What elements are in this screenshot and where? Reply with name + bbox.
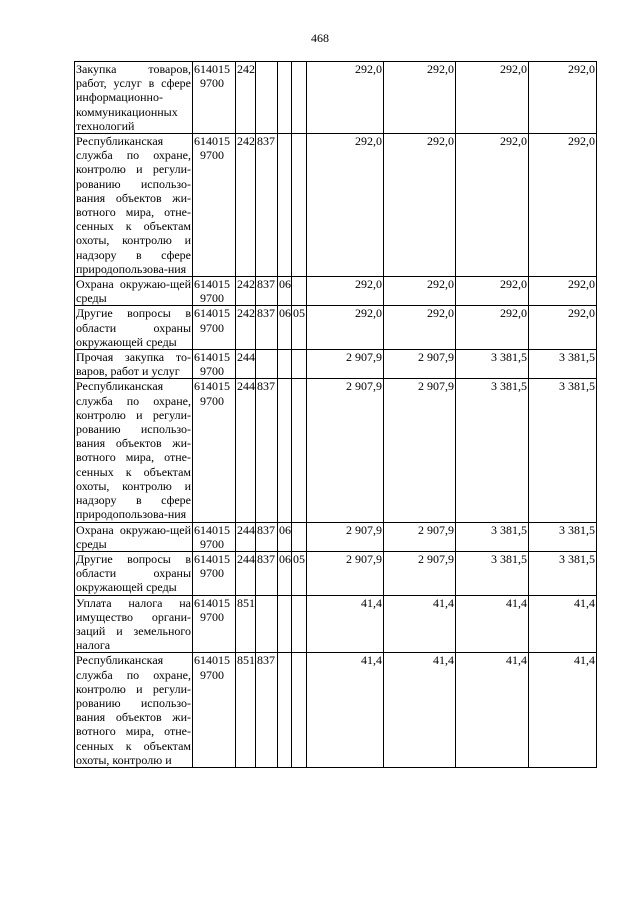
row-value-4-cell: 3 381,5 [529, 551, 597, 595]
row-value-4-cell: 3 381,5 [529, 379, 597, 522]
row-pr-cell: 05 [292, 551, 307, 595]
row-code-cell [193, 62, 236, 134]
row-value-3-cell: 41,4 [456, 653, 529, 768]
row-value-3-cell: 292,0 [456, 306, 529, 350]
row-value-2-cell: 2 907,9 [384, 379, 456, 522]
row-name-cell: Другие вопросы в области охраны окружающей среды [76, 306, 191, 349]
row-code-line-2: 9700 [200, 148, 224, 163]
row-pr-cell [292, 277, 307, 306]
row-code-line-1: 614015 [194, 277, 230, 292]
row-value-3-cell: 3 381,5 [456, 522, 529, 551]
row-name-cell: Другие вопросы в области охраны окружающей среды [76, 551, 191, 595]
row-rz-cell: 06 [278, 522, 292, 551]
row-gr-cell: 837 [256, 134, 278, 277]
row-vr-cell: 851 [236, 653, 256, 768]
row-code-cell [193, 551, 236, 595]
row-value-2-cell: 41,4 [384, 595, 456, 653]
row-value-2-cell: 2 907,9 [384, 522, 456, 551]
row-code-line-1: 614015 [194, 134, 230, 149]
row-code-line-2: 9700 [200, 364, 224, 379]
row-name-cell: Охрана окружаю-щей среды [76, 522, 191, 551]
row-rz-cell: 06 [278, 306, 292, 350]
row-value-3-cell: 3 381,5 [456, 350, 529, 379]
row-value-3-cell: 292,0 [456, 134, 529, 277]
row-value-1-cell: 292,0 [307, 306, 384, 350]
row-pr-cell [292, 134, 307, 277]
row-code-cell [193, 379, 236, 522]
row-value-4-cell: 41,4 [529, 653, 597, 768]
row-name-cell: Уплата налога на имущество органи-заций и земельного налога [76, 595, 191, 653]
row-code-line-1: 614015 [194, 595, 230, 610]
row-gr-cell: 837 [256, 522, 278, 551]
row-gr-cell: 837 [256, 277, 278, 306]
row-code-cell [193, 595, 236, 653]
row-vr-cell: 242 [236, 277, 256, 306]
row-code-cell [193, 134, 236, 277]
row-code-line-2: 9700 [200, 609, 224, 624]
row-code-line-1: 614015 [194, 62, 230, 76]
row-name-cell: Прочая закупка то-варов, работ и услуг [76, 350, 191, 379]
row-value-1-cell: 2 907,9 [307, 551, 384, 595]
row-code-line-1: 614015 [194, 522, 230, 537]
table-row [75, 595, 597, 653]
row-gr-cell: 837 [256, 306, 278, 350]
row-value-1-cell: 2 907,9 [307, 522, 384, 551]
row-name-cell: Республиканская служба по охране, контролю и регули-рованию использо-вания объектов жи-вотного мира, отне-сенных к объектам охоты, контролю и надзору в сфере природопользова-ния [76, 379, 191, 522]
row-value-1-cell: 41,4 [307, 653, 384, 768]
row-vr-cell: 244 [236, 522, 256, 551]
row-code-cell [193, 277, 236, 306]
row-code-line-2: 9700 [200, 566, 224, 581]
page-number: 468 [311, 31, 329, 45]
row-gr-cell: 837 [256, 379, 278, 522]
row-code-cell [193, 306, 236, 350]
table-row [75, 134, 597, 277]
row-code-line-2: 9700 [200, 536, 224, 551]
row-pr-cell [292, 522, 307, 551]
row-code-line-1: 614015 [194, 551, 230, 566]
row-vr-cell: 242 [236, 134, 256, 277]
row-value-4-cell: 292,0 [529, 62, 597, 134]
row-gr-cell [256, 62, 278, 134]
row-value-4-cell: 292,0 [529, 306, 597, 350]
row-value-1-cell: 2 907,9 [307, 350, 384, 379]
row-value-2-cell: 2 907,9 [384, 551, 456, 595]
row-rz-cell [278, 379, 292, 522]
table-row [75, 350, 597, 379]
row-value-2-cell: 292,0 [384, 134, 456, 277]
table-row [75, 551, 597, 595]
row-pr-cell: 05 [292, 306, 307, 350]
row-gr-cell: 837 [256, 653, 278, 768]
row-value-1-cell: 292,0 [307, 277, 384, 306]
row-vr-cell: 244 [236, 379, 256, 522]
row-pr-cell [292, 62, 307, 134]
row-rz-cell [278, 653, 292, 768]
row-name-cell: Республиканская служба по охране, контролю и регули-рованию использо-вания объектов жи-вотного мира, отне-сенных к объектам охоты, контролю и надзору в сфере природопользова-ния [76, 134, 191, 276]
row-value-3-cell: 292,0 [456, 277, 529, 306]
row-value-3-cell: 3 381,5 [456, 551, 529, 595]
row-value-2-cell: 292,0 [384, 62, 456, 134]
row-vr-cell: 242 [236, 62, 256, 134]
row-vr-cell: 242 [236, 306, 256, 350]
table-row [75, 306, 597, 350]
row-pr-cell [292, 653, 307, 768]
row-rz-cell [278, 595, 292, 653]
row-name-cell: Охрана окружаю-щей среды [76, 277, 191, 306]
row-rz-cell [278, 62, 292, 134]
row-rz-cell [278, 350, 292, 379]
row-rz-cell: 06 [278, 277, 292, 306]
table-row [75, 379, 597, 522]
row-vr-cell: 851 [236, 595, 256, 653]
row-rz-cell [278, 134, 292, 277]
row-code-cell [193, 522, 236, 551]
row-value-4-cell: 3 381,5 [529, 350, 597, 379]
row-value-2-cell: 292,0 [384, 306, 456, 350]
row-gr-cell: 837 [256, 551, 278, 595]
row-gr-cell [256, 595, 278, 653]
table-row [75, 277, 597, 306]
row-code-cell [193, 653, 236, 768]
budget-table [74, 61, 597, 768]
row-code-line-1: 614015 [194, 306, 230, 321]
row-code-line-2: 9700 [200, 320, 224, 335]
table-row [75, 522, 597, 551]
row-pr-cell [292, 379, 307, 522]
row-value-3-cell: 3 381,5 [456, 379, 529, 522]
row-code-cell [193, 350, 236, 379]
row-value-1-cell: 2 907,9 [307, 379, 384, 522]
row-value-4-cell: 292,0 [529, 134, 597, 277]
row-value-1-cell: 41,4 [307, 595, 384, 653]
row-code-line-2: 9700 [200, 393, 224, 408]
row-name-cell: Закупка товаров, работ, услуг в сфере информационно-коммуникационных технологий [76, 62, 191, 133]
row-code-line-1: 614015 [194, 379, 230, 394]
row-code-line-1: 614015 [194, 653, 230, 668]
row-vr-cell: 244 [236, 551, 256, 595]
row-value-1-cell: 292,0 [307, 134, 384, 277]
row-value-2-cell: 292,0 [384, 277, 456, 306]
row-value-4-cell: 292,0 [529, 277, 597, 306]
row-code-line-2: 9700 [200, 76, 224, 91]
row-value-1-cell: 292,0 [307, 62, 384, 134]
row-pr-cell [292, 595, 307, 653]
table-row [75, 62, 597, 134]
row-value-3-cell: 41,4 [456, 595, 529, 653]
row-value-3-cell: 292,0 [456, 62, 529, 134]
row-rz-cell: 06 [278, 551, 292, 595]
row-code-line-2: 9700 [200, 667, 224, 682]
row-code-line-2: 9700 [200, 291, 224, 306]
row-value-2-cell: 2 907,9 [384, 350, 456, 379]
row-code-line-1: 614015 [194, 350, 230, 365]
table-row [75, 653, 597, 768]
row-gr-cell [256, 350, 278, 379]
row-value-2-cell: 41,4 [384, 653, 456, 768]
row-value-4-cell: 3 381,5 [529, 522, 597, 551]
row-pr-cell [292, 350, 307, 379]
row-name-cell: Республиканская служба по охране, контролю и регули-рованию использо-вания объектов жи-вотного мира, отне-сенных к объектам охоты, контролю и [76, 653, 191, 767]
row-value-4-cell: 41,4 [529, 595, 597, 653]
row-vr-cell: 244 [236, 350, 256, 379]
